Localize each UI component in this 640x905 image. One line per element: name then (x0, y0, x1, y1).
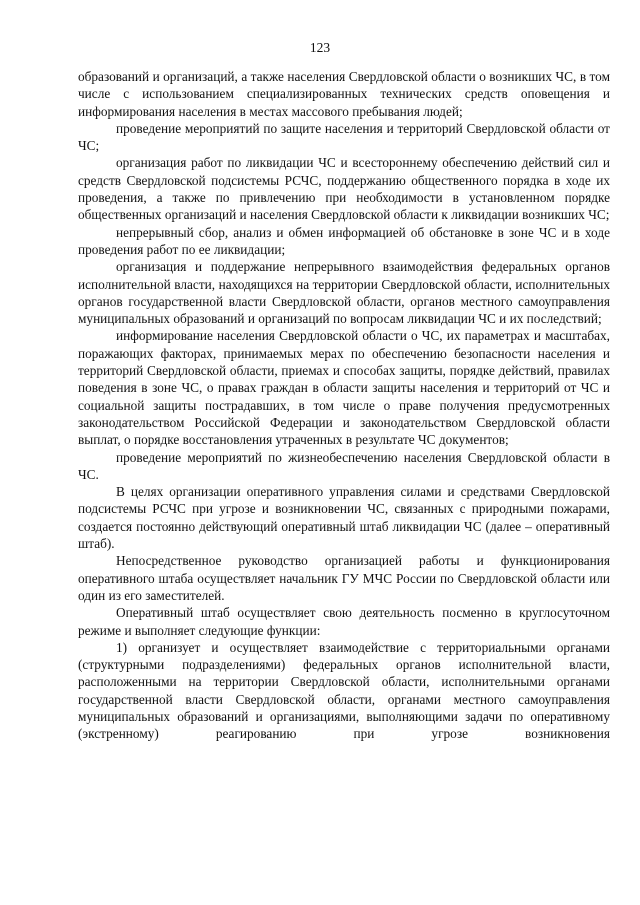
page-number: 123 (309, 40, 331, 55)
paragraph: Непосредственное руководство организацией работы и функционирования оперативного штаба осуществляет начальник ГУ МЧС России по Свердловской области или один из его заместителей. (78, 553, 610, 603)
body-text (78, 68, 610, 743)
paragraph: непрерывный сбор, анализ и обмен информацией об обстановке в зоне ЧС и в ходе проведения работ по ее ликвидации; (78, 224, 610, 257)
paragraph: В целях организации оперативного управления силами и средствами Свердловской подсистемы РСЧС при угрозе и возникновении ЧС, связанных с природными пожарами, создается постоянно действующий оперативный штаб ликвидации ЧС (далее – оперативный штаб). (78, 484, 610, 552)
paragraph: организация работ по ликвидации ЧС и всестороннему обеспечению действий сил и средств Свердловской подсистемы РСЧС, поддержанию общественного порядка в ходе их проведения, а также по привлечению при необходимости в установленном порядке общественных организаций и населения Свердловской области к ликвидации возникших ЧС; (78, 155, 610, 223)
paragraph: Оперативный штаб осуществляет свою деятельность посменно в круглосуточном режиме и выполняет следующие функции: (78, 605, 610, 638)
paragraph: образований и организаций, а также населения Свердловской области о возникших ЧС, в том числе с использованием специализированных технических средств оповещения и информирования населения в местах массового пребывания людей; (78, 69, 610, 119)
paragraph: проведение мероприятий по жизнеобеспечению населения Свердловской области в ЧС. (78, 449, 610, 482)
paragraph: информирование населения Свердловской области о ЧС, их параметрах и масштабах, поражающих факторах, принимаемых мерах по обеспечению безопасности населения и территорий Свердловской области, приемах и способах защиты, порядке действий, правилах поведения в зоне ЧС, о правах граждан в области защиты населения и территорий от ЧС и социальной защиты пострадавших, в том числе о праве получения предусмотренных законодательством Российской Федерации и законодательством Свердловской области выплат, о порядке восстановления утраченных в результате ЧС документов; (78, 328, 610, 448)
paragraph: организация и поддержание непрерывного взаимодействия федеральных органов исполнительной власти, находящихся на территории Свердловской области, исполнительных органов государственной власти Свердловской области, органов местного самоуправления муниципальных образований и организаций по вопросам ликвидации ЧС и их последствий; (78, 259, 610, 327)
paragraph: проведение мероприятий по защите населения и территорий Свердловской области от ЧС; (78, 120, 610, 154)
paragraph: 1) организует и осуществляет взаимодействие с территориальными органами (структурными подразделениями) федеральных органов исполнительной власти, расположенными на территории Свердловской области, исполнительными органами государственной власти Свердловской области, органами местного самоуправления муниципальных образований и организациями, выполняющими задачи по оперативному (экстренному) реагированию при угрозе возникновения (78, 639, 610, 742)
